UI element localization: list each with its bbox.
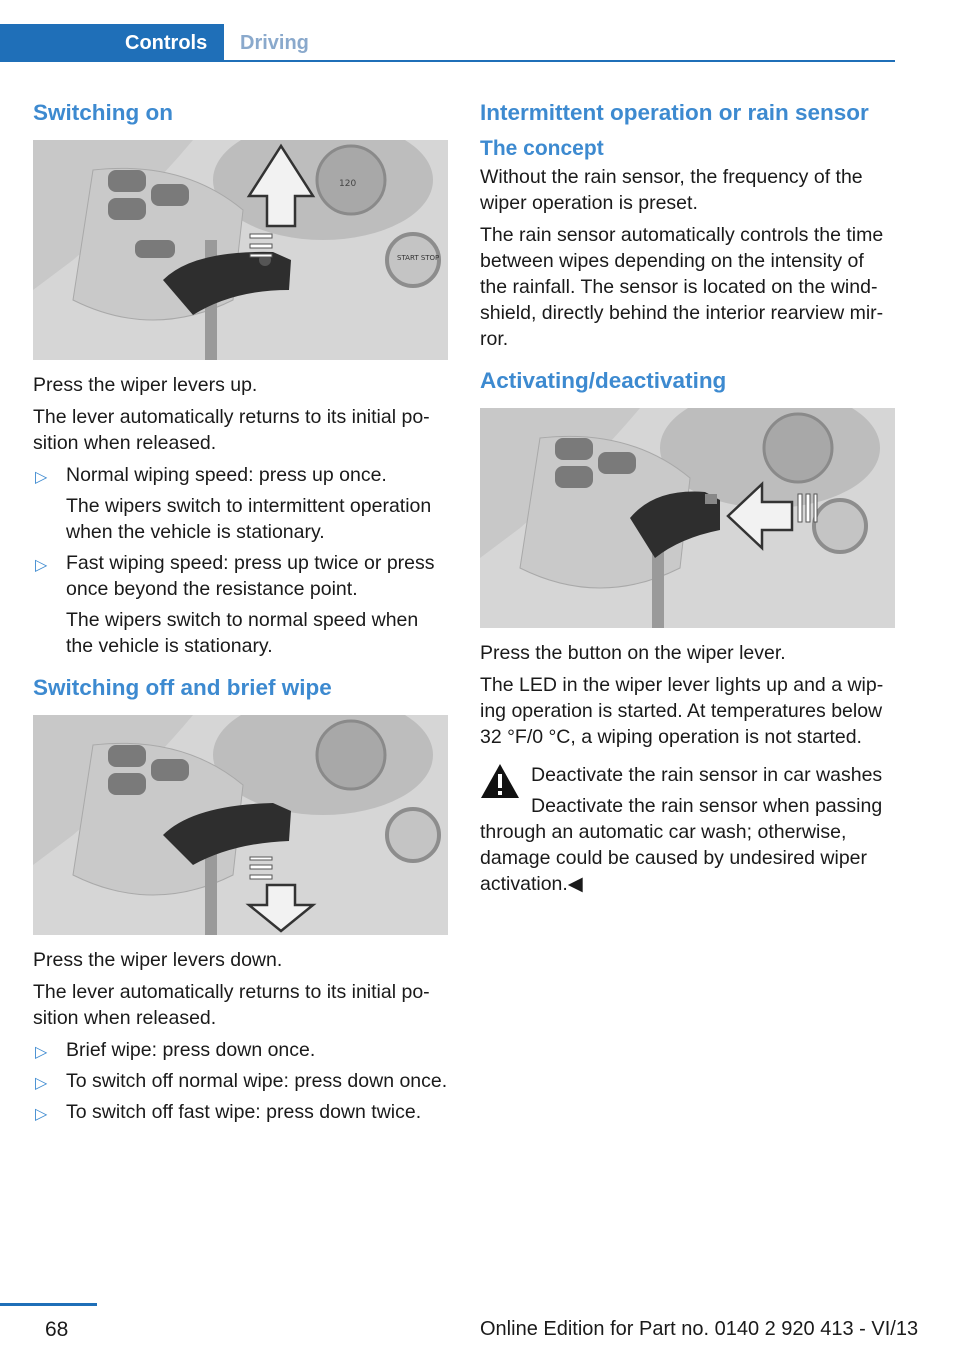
warning-body <box>480 793 896 897</box>
switching-off-para-2: The lever automatically returns to its initial po‐sition when released. <box>33 981 430 1029</box>
activating-para-2: The LED in the wiper lever lights up and a wip‐ing operation is started. At temperatures below 32 °F/0 °C, a wiping operation is not started. <box>480 674 884 748</box>
concept-para-2: The rain sensor automatically controls the time between wipes depending on the intensity of the rainfall. The sensor is located on the wind‐shield, directly behind the interior rearview mir‐ror. <box>480 224 884 350</box>
activating-para-1: Press the button on the wiper lever. <box>480 642 786 664</box>
page-header <box>0 0 960 64</box>
figure-wiper-lever-up <box>33 140 448 360</box>
bullet-subtext: The wipers switch to intermittent operation when the vehicle is stationary. <box>66 495 432 543</box>
heading-switching-on: Switching on <box>33 100 173 125</box>
switching-on-para-1: Press the wiper levers up. <box>33 374 258 396</box>
list-item <box>33 1099 448 1125</box>
tab-driving[interactable]: Driving <box>240 32 309 54</box>
warning-triangle-icon <box>480 762 520 800</box>
switching-on-para-2: The lever automatically returns to its initial po‐sition when released. <box>33 406 430 454</box>
switching-off-list <box>33 1037 448 1125</box>
triangle-bullet-icon: ▷ <box>35 1106 48 1123</box>
triangle-bullet-icon: ▷ <box>35 557 48 574</box>
figure-rain-sensor-button <box>480 408 895 628</box>
triangle-bullet-icon: ▷ <box>35 1044 48 1061</box>
heading-intermittent: Intermittent operation or rain sensor <box>480 100 869 125</box>
list-item <box>33 462 448 545</box>
bullet-text: To switch off normal wipe: press down once. <box>66 1070 448 1092</box>
concept-para-1: Without the rain sensor, the frequency of the wiper operation is preset. <box>480 166 863 214</box>
bullet-text: Brief wipe: press down once. <box>66 1039 316 1061</box>
switching-off-para-1: Press the wiper levers down. <box>33 949 283 971</box>
triangle-bullet-icon: ▷ <box>35 1075 48 1092</box>
heading-concept: The concept <box>480 137 604 160</box>
warning-title: Deactivate the rain sensor in car washes <box>531 764 883 786</box>
footer-divider <box>0 1303 97 1306</box>
bullet-text: Normal wiping speed: press up once. <box>66 464 387 486</box>
right-column <box>480 98 896 897</box>
left-column <box>33 98 448 1139</box>
warning-text: Deactivate the rain sensor when passing through an automatic car wash; otherwise, damage could be caused by undesired wiper activation.◀ <box>480 795 883 895</box>
tab-controls[interactable]: Controls <box>0 24 224 62</box>
heading-activating: Activating/deactivating <box>480 368 727 393</box>
gauge-label: 120 <box>339 179 357 189</box>
list-item <box>33 1037 448 1063</box>
heading-switching-off: Switching off and brief wipe <box>33 675 332 700</box>
figure-wiper-lever-down <box>33 715 448 935</box>
footer-edition: Online Edition for Part no. 0140 2 920 413 - VI/13 <box>480 1318 919 1340</box>
bullet-text: Fast wiping speed: press up twice or press once beyond the resistance point. <box>66 552 435 600</box>
list-item <box>33 550 448 659</box>
triangle-bullet-icon: ▷ <box>35 469 48 486</box>
header-divider <box>0 60 895 62</box>
page-number: 68 <box>45 1318 69 1341</box>
bullet-text: To switch off fast wipe: press down twice. <box>66 1101 422 1123</box>
list-item <box>33 1068 448 1094</box>
start-stop-label: START STOP <box>397 254 440 262</box>
warning-block <box>480 762 896 897</box>
bullet-subtext: The wipers switch to normal speed when the vehicle is stationary. <box>66 609 419 657</box>
switching-on-list <box>33 462 448 659</box>
